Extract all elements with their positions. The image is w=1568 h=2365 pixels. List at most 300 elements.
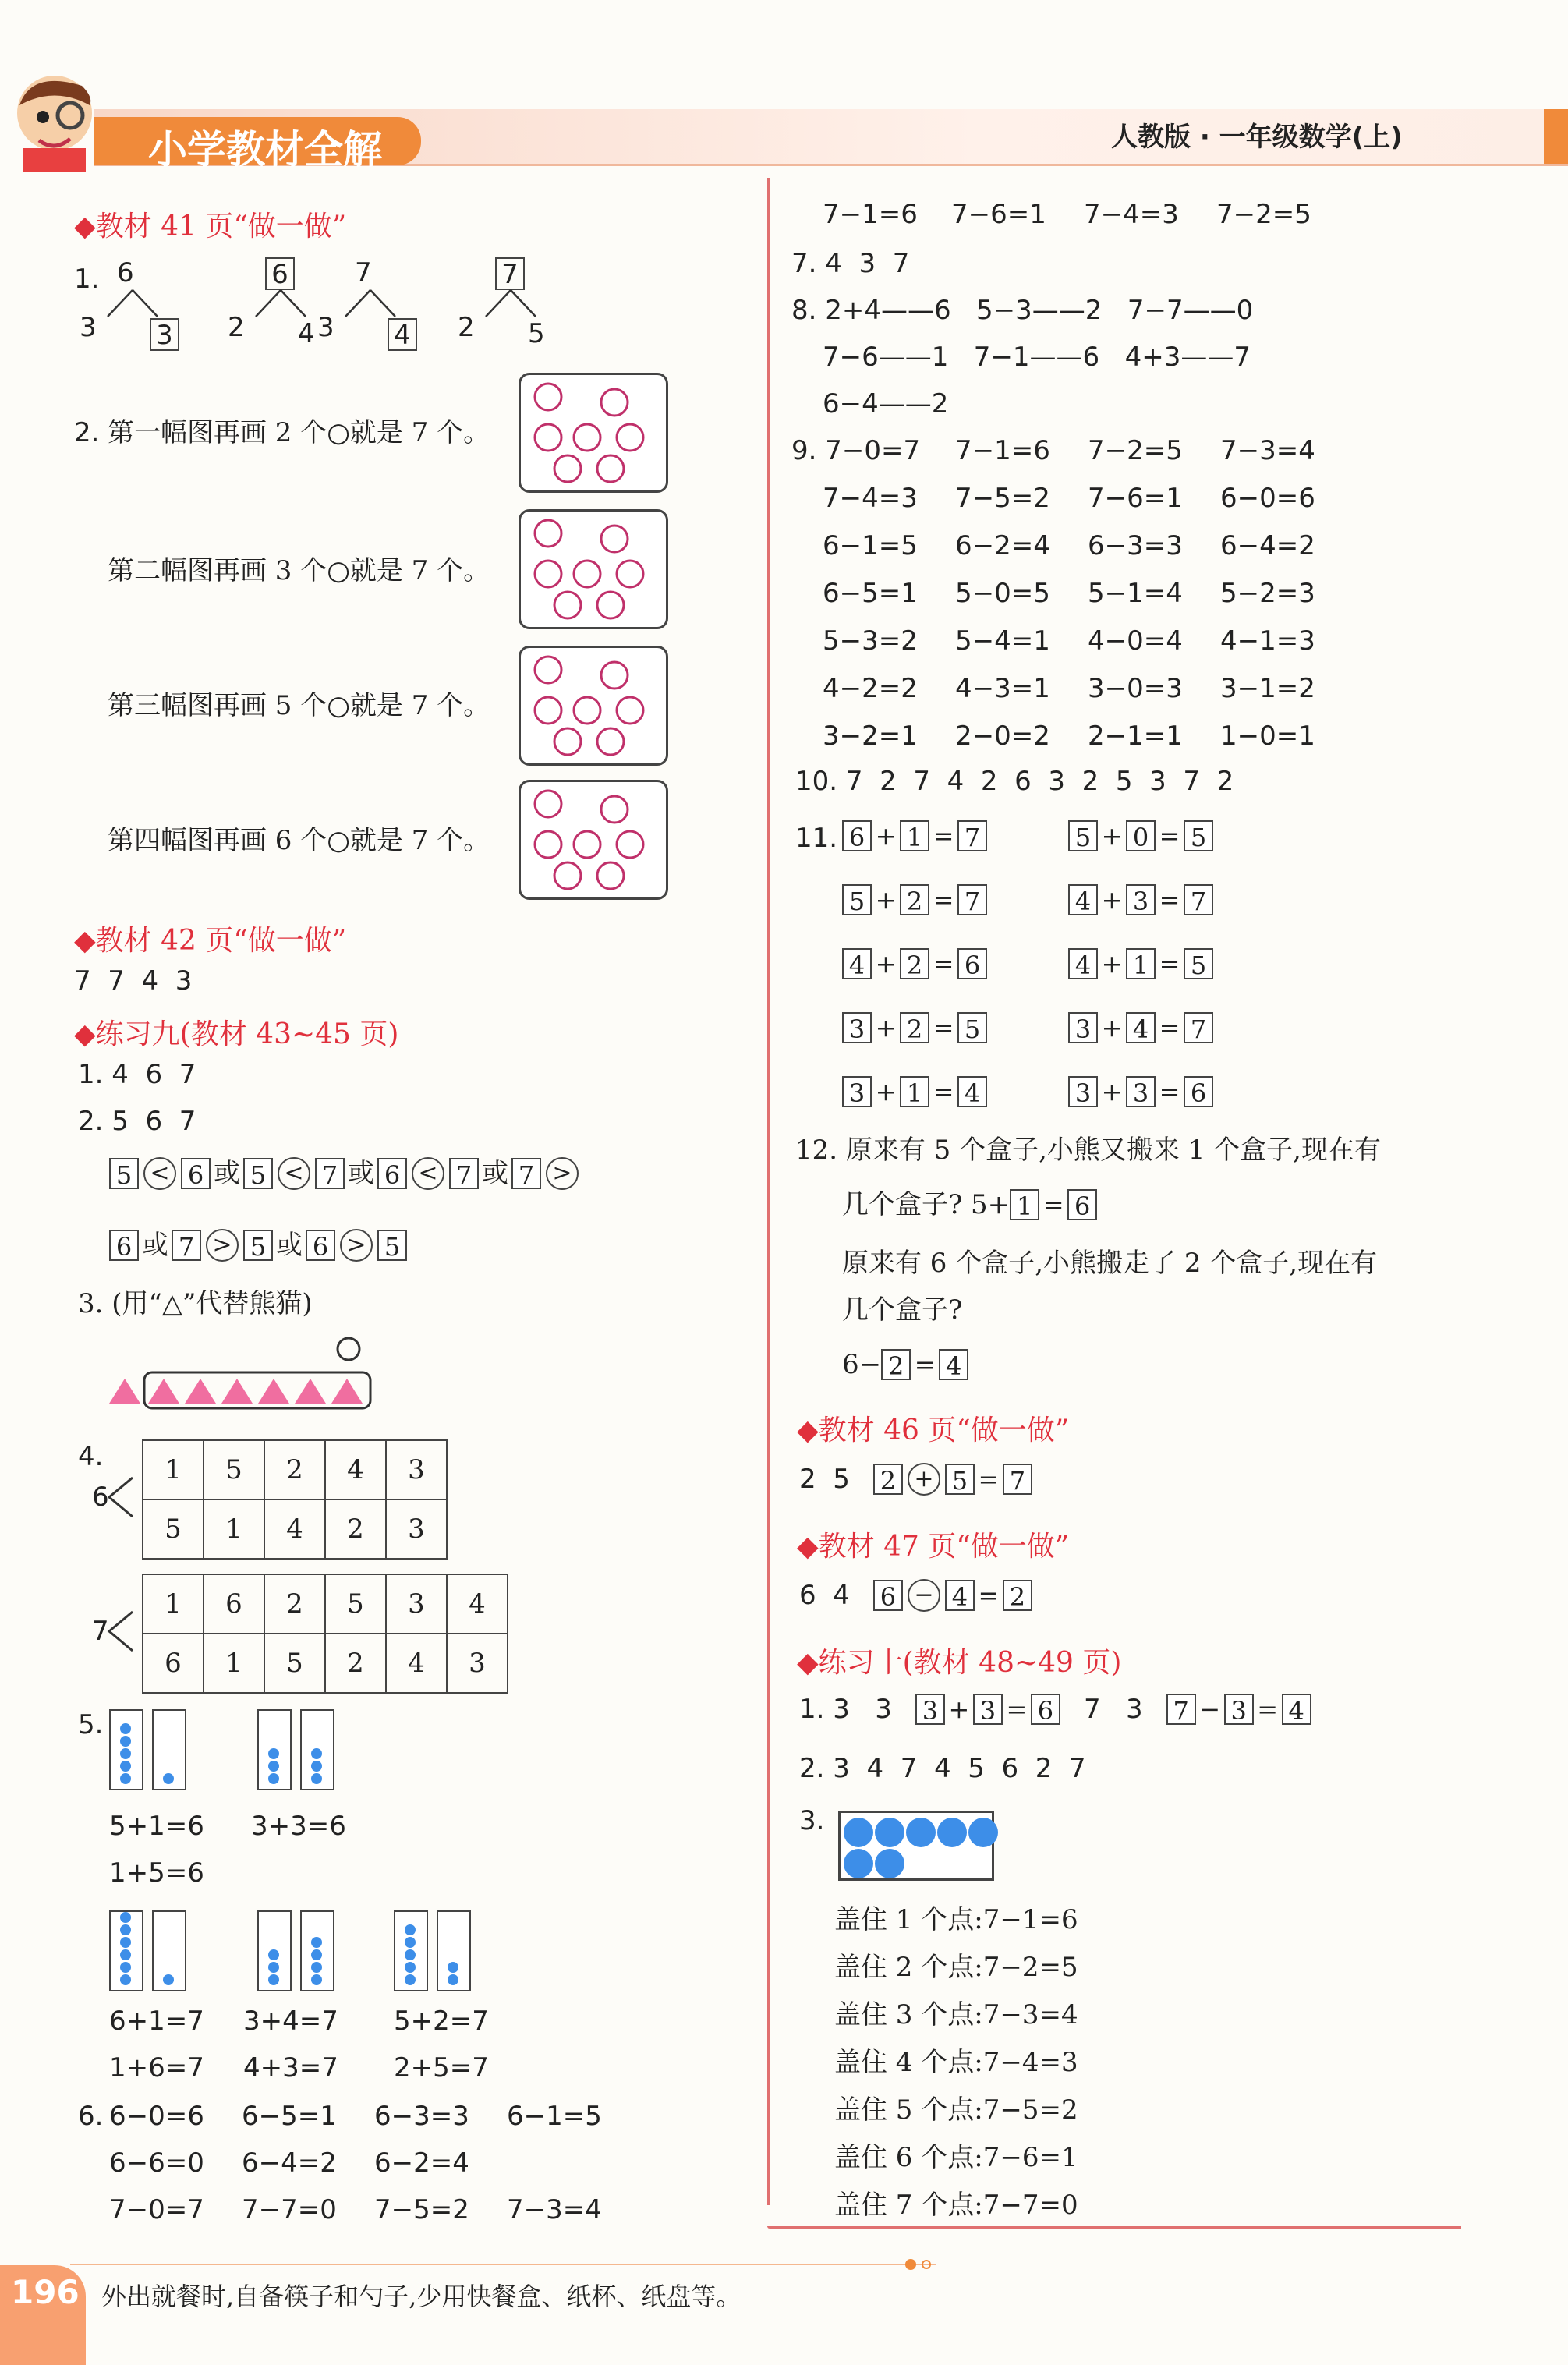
equals-sign: =: [1006, 1694, 1028, 1724]
dot-icon: [268, 1974, 279, 1985]
tree-branches: [480, 289, 542, 320]
cell: 1: [204, 1634, 264, 1693]
q9-eq: 7−2=5: [1088, 435, 1183, 466]
answer-box: 5: [1184, 820, 1213, 851]
operator: +: [875, 1013, 897, 1043]
q6-eq: 6−6=0: [109, 2147, 204, 2179]
q4-label: 4.: [78, 1441, 104, 1472]
q9-eq: 5−4=1: [955, 625, 1050, 657]
q5-eq: 3+3=6: [251, 1811, 346, 1842]
dot-icon: [311, 1773, 322, 1784]
q9-eq: 6−1=5: [823, 530, 918, 561]
answer-box: 2: [900, 884, 929, 915]
q6-eq: 6−3=3: [374, 2101, 469, 2132]
answer-box: 5: [1068, 820, 1098, 851]
tree-top: 6: [265, 257, 295, 290]
dot-icon: [311, 1937, 322, 1948]
tree-right: 3: [150, 318, 179, 351]
answer-box: 4: [939, 1349, 968, 1380]
operator: =: [1159, 821, 1180, 851]
q9-eq: 1−0=1: [1220, 720, 1315, 752]
cell: 4: [325, 1440, 386, 1499]
q5-eq: 6+1=7: [109, 2006, 204, 2037]
q12-text: 几个盒子? 5+: [842, 1189, 1011, 1220]
q9-eq: 4−2=2: [823, 673, 918, 704]
q9-eq: 2−0=2: [955, 720, 1050, 752]
dot-icon: [311, 1761, 322, 1772]
cell: 5: [204, 1440, 264, 1499]
ex10-q3-label: 3.: [799, 1805, 825, 1836]
cell: 3: [447, 1634, 508, 1693]
cell: 1: [204, 1499, 264, 1559]
q9-eq: 4−0=4: [1088, 625, 1183, 657]
dot-icon: [405, 1924, 416, 1935]
answer-box: 6: [1031, 1694, 1060, 1725]
q6-eq: 6−0=6: [109, 2101, 204, 2132]
cmp-box: 5: [243, 1158, 273, 1189]
dot-icon: [120, 1748, 131, 1759]
operator: +: [875, 1077, 897, 1106]
q5-eq: 1+6=7: [109, 2052, 204, 2084]
counter-box: [257, 1709, 292, 1790]
tree-branches: [250, 289, 312, 320]
dot-icon: [844, 1818, 873, 1847]
equals-sign: =: [978, 1464, 1000, 1494]
q12-text: 6−: [842, 1349, 882, 1380]
q3-text: 3. (用“△”代替熊猫): [78, 1288, 313, 1319]
dot-icon: [448, 1962, 458, 1973]
answer-box: 3: [1068, 1076, 1098, 1107]
dot-icon: [120, 1962, 131, 1973]
cell: 5: [264, 1634, 325, 1693]
q2-text-1: 第一幅图再画 2 个○就是 7 个。: [108, 417, 490, 448]
tree-left: 2: [228, 312, 245, 343]
q10: 10. 7 2 7 4 2 6 3 2 5 3 7 2: [795, 766, 1234, 797]
dot-icon: [311, 1748, 322, 1759]
q9-eq: 7−5=2: [955, 483, 1050, 514]
seven-dots-frame: [838, 1811, 994, 1881]
answer-box: 5: [842, 884, 872, 915]
answer-box: 4: [945, 1580, 975, 1611]
cell: 5: [143, 1499, 204, 1559]
q11-equation: [842, 884, 987, 915]
dot-icon: [163, 1974, 174, 1985]
cell: 2: [264, 1440, 325, 1499]
section-46-answer: [799, 1463, 1032, 1496]
gt-circle: >: [546, 1157, 579, 1190]
q11-equation: [842, 1076, 987, 1107]
q9-eq: 7−6=1: [1088, 483, 1183, 514]
equals-sign: =: [1257, 1694, 1279, 1724]
equals-sign: =: [978, 1581, 1000, 1610]
cell: 2: [325, 1634, 386, 1693]
q9-eq: 5−2=3: [1220, 578, 1315, 609]
dot-icon: [120, 1949, 131, 1960]
q6-eq: 7−5=2: [374, 2194, 469, 2225]
q9-eq: 3−0=3: [1088, 673, 1183, 704]
or-label: 或: [142, 1230, 168, 1261]
cover-row: 盖住 4 个点:7−4=3: [834, 2047, 1078, 2078]
dot-icon: [120, 1937, 131, 1948]
counter-box: [152, 1709, 186, 1790]
gt-circle: >: [340, 1229, 373, 1262]
dot-icon: [311, 1974, 322, 1985]
answer-box: 1: [900, 1076, 929, 1107]
answer-box: 4: [1282, 1694, 1311, 1725]
answer-box: 3: [1224, 1694, 1254, 1725]
answer-box: 1: [1126, 948, 1156, 979]
answer-box: 3: [1126, 884, 1156, 915]
cell: 4: [264, 1499, 325, 1559]
answer-box: 4: [957, 1076, 987, 1107]
cell: 3: [386, 1440, 447, 1499]
dot-icon: [875, 1818, 904, 1847]
dot-icon: [405, 1962, 416, 1973]
answer-box: 5: [945, 1464, 975, 1495]
cmp-box: 7: [315, 1158, 345, 1189]
answer-box: 6: [1184, 1076, 1213, 1107]
eq-text: 7−4=3: [1084, 199, 1179, 230]
q9-eq: 6−5=1: [823, 578, 918, 609]
dot-icon: [268, 1773, 279, 1784]
ex10-q1: [799, 1694, 1311, 1725]
q11-equation: [1068, 820, 1213, 851]
q9-eq: 6−2=4: [955, 530, 1050, 561]
dot-icon: [120, 1761, 131, 1772]
cmp-box: 7: [449, 1158, 479, 1189]
ex9-q1: 1. 4 6 7: [78, 1059, 196, 1090]
tree-right: 4: [298, 318, 315, 349]
section-41-heading: ◆教材 41 页“做一做”: [74, 211, 347, 243]
dot-icon: [120, 1924, 131, 1935]
answer-box: 7: [1184, 884, 1213, 915]
section-42-answer: 7 7 4 3: [74, 965, 193, 997]
counter-box: [437, 1910, 471, 1991]
footer-dots: [904, 2258, 936, 2274]
q8-row-3: 6−4——2: [823, 388, 949, 420]
answer-box: 6: [842, 820, 872, 851]
footer-tip: 外出就餐时,自备筷子和勺子,少用快餐盒、纸杯、纸盘等。: [101, 2282, 742, 2311]
banner-title: 小学教材全解: [148, 127, 382, 172]
q11-equation: [1068, 884, 1213, 915]
footer-rule: [70, 2264, 936, 2265]
operator: =: [1159, 1013, 1180, 1043]
operator: =: [933, 1013, 954, 1043]
q11-equation: [1068, 948, 1213, 979]
cell: 6: [143, 1634, 204, 1693]
circle-frame: [519, 646, 668, 766]
answer-nums: 7 3: [1083, 1694, 1143, 1725]
operator: +: [1101, 1077, 1123, 1106]
q9-eq: 7−4=3: [823, 483, 918, 514]
cmp-box: 5: [243, 1230, 273, 1261]
cmp-box: 6: [181, 1158, 211, 1189]
q5-eq: 3+4=7: [243, 2006, 338, 2037]
dot-icon: [268, 1748, 279, 1759]
q8-row-1: 8. 2+4——6 5−3——2 7−7——0: [791, 295, 1254, 326]
answer-box: 1: [900, 820, 929, 851]
lt-circle: <: [143, 1157, 176, 1190]
column-divider-bottom: [767, 2226, 1461, 2229]
q4-seven: 7: [92, 1616, 109, 1647]
q11-equation: [842, 820, 987, 851]
answer-box: 6: [1067, 1189, 1097, 1220]
q12-line-c: 原来有 6 个盒子,小熊搬走了 2 个盒子,现在有: [842, 1248, 1378, 1279]
q11-equation: [1068, 1012, 1213, 1043]
dot-icon: [937, 1818, 967, 1847]
tree-branches: [339, 289, 402, 320]
eq-text: 7−2=5: [1216, 199, 1311, 230]
answer-box: 2: [900, 1012, 929, 1043]
cell: 1: [143, 1574, 204, 1634]
answer-box: 3: [842, 1076, 872, 1107]
answer-box: 3: [1068, 1012, 1098, 1043]
dot-icon: [311, 1962, 322, 1973]
tree-top: 7: [495, 257, 525, 290]
answer-nums: 2 5: [799, 1464, 850, 1495]
answer-box: 4: [1068, 884, 1098, 915]
q9-eq: 4−3=1: [955, 673, 1050, 704]
answer-box: 2: [873, 1464, 903, 1495]
tree-right: 4: [388, 318, 417, 351]
equals-sign: =: [914, 1350, 936, 1379]
dot-icon: [163, 1773, 174, 1784]
q6-eq: 6−2=4: [374, 2147, 469, 2179]
operator: +: [1101, 885, 1123, 915]
operator: +: [875, 949, 897, 979]
q2-text-2: 第二幅图再画 3 个○就是 7 个。: [108, 555, 490, 586]
answer-box: 7: [1003, 1464, 1032, 1495]
section-46-heading: ◆教材 46 页“做一做”: [797, 1414, 1070, 1446]
compare-row-1: [109, 1157, 583, 1190]
or-label: 或: [276, 1230, 303, 1261]
tree-top: 6: [117, 257, 134, 289]
answer-box: 7: [957, 820, 987, 851]
column-divider: [767, 178, 770, 2205]
tree-left: 3: [317, 312, 334, 343]
q6-eq: 7−7=0: [242, 2194, 337, 2225]
q12-line-e: [842, 1349, 968, 1380]
dot-icon: [120, 1773, 131, 1784]
cell: 3: [386, 1499, 447, 1559]
cell: 4: [447, 1574, 508, 1634]
answer-box: 0: [1126, 820, 1156, 851]
q5-eq: 4+3=7: [243, 2052, 338, 2084]
answer-nums: 1. 3 3: [799, 1694, 892, 1725]
minus-sign: −: [1199, 1694, 1221, 1724]
answer-box: 3: [915, 1694, 945, 1725]
dot-icon: [844, 1849, 873, 1878]
ex9-q2: 2. 5 6 7: [78, 1106, 196, 1137]
q9-eq: 3−2=1: [823, 720, 918, 752]
q9-eq: 6−0=6: [1220, 483, 1315, 514]
circle-frame: [519, 509, 668, 629]
answer-box: 1: [1010, 1189, 1039, 1220]
dot-icon: [448, 1974, 458, 1985]
answer-box: 6: [873, 1580, 903, 1611]
tree-top: 7: [355, 257, 372, 289]
q6-eq: 6−5=1: [242, 2101, 337, 2132]
counter-box: [152, 1910, 186, 1991]
dot-icon: [875, 1849, 904, 1878]
operator: +: [1101, 949, 1123, 979]
q6-eq: 6−4=2: [242, 2147, 337, 2179]
dot-icon: [405, 1949, 416, 1960]
eq-text: 7−1=6: [823, 199, 918, 230]
q6-eq: 7−3=4: [507, 2194, 602, 2225]
answer-box: 2: [900, 948, 929, 979]
cell: 1: [143, 1440, 204, 1499]
q4-six: 6: [92, 1482, 109, 1513]
counter-box: [109, 1709, 143, 1790]
triangle-row: [105, 1333, 386, 1414]
answer-box: 4: [842, 948, 872, 979]
q4-seven-bracket: [105, 1608, 136, 1658]
operator: =: [1159, 949, 1180, 979]
dot-icon: [405, 1937, 416, 1948]
operator: +: [875, 821, 897, 851]
dot-icon: [311, 1949, 322, 1960]
tree-right: 5: [528, 318, 545, 349]
operator: =: [933, 949, 954, 979]
operator: =: [933, 885, 954, 915]
mascot-icon: [8, 70, 101, 172]
eq-text: 7−6=1: [951, 199, 1046, 230]
q8-row-2: 7−6——1 7−1——6 4+3——7: [823, 342, 1251, 373]
counter-box: [109, 1910, 143, 1991]
cmp-box: 5: [377, 1230, 407, 1261]
operator: =: [1159, 885, 1180, 915]
or-label: 或: [214, 1158, 240, 1189]
operator: +: [1101, 1013, 1123, 1043]
q5-eq: 1+5=6: [109, 1857, 204, 1889]
q9-eq: 7−1=6: [955, 435, 1050, 466]
q4-six-bracket: [105, 1474, 136, 1524]
dot-icon: [120, 1912, 131, 1923]
cover-row: 盖住 7 个点:7−7=0: [834, 2190, 1078, 2221]
or-label: 或: [482, 1158, 508, 1189]
answer-box: 3: [842, 1012, 872, 1043]
cover-row: 盖住 6 个点:7−6=1: [834, 2142, 1078, 2173]
q11-equation: [842, 1012, 987, 1043]
dot-icon: [120, 1974, 131, 1985]
lt-circle: <: [278, 1157, 310, 1190]
cover-row: 盖住 2 个点:7−2=5: [834, 1952, 1078, 1983]
counter-box: [300, 1709, 334, 1790]
cell: 5: [325, 1574, 386, 1634]
cell: 2: [264, 1574, 325, 1634]
counter-box: [300, 1910, 334, 1991]
answer-box: 7: [1184, 1012, 1213, 1043]
operator: =: [933, 821, 954, 851]
q9-eq: 9. 7−0=7: [791, 435, 921, 466]
q5-eq: 5+1=6: [109, 1811, 204, 1842]
q7: 7. 4 3 7: [791, 248, 910, 279]
dot-icon: [405, 1974, 416, 1985]
answer-box: 4: [1068, 948, 1098, 979]
circle-frame: [519, 373, 668, 493]
q11-label: 11.: [795, 823, 838, 854]
q2-text-4: 第四幅图再画 6 个○就是 7 个。: [108, 825, 490, 856]
q4-six-table: [142, 1439, 448, 1560]
equals-sign: =: [1042, 1190, 1064, 1220]
dot-icon: [120, 1736, 131, 1747]
cmp-box: 6: [377, 1158, 407, 1189]
cover-row: 盖住 1 个点:7−1=6: [834, 1904, 1078, 1935]
section-47-heading: ◆教材 47 页“做一做”: [797, 1531, 1070, 1563]
q12-line-d: 几个盒子?: [842, 1294, 963, 1326]
lt-circle: <: [412, 1157, 444, 1190]
answer-box: 5: [957, 1012, 987, 1043]
circle-frame: [519, 780, 668, 900]
answer-box: 5: [1184, 948, 1213, 979]
cell: 2: [325, 1499, 386, 1559]
section-47-answer: [799, 1579, 1032, 1612]
q6-eq: 7−0=7: [109, 2194, 204, 2225]
ex10-q2: 2. 3 4 7 4 5 6 2 7: [799, 1753, 1086, 1784]
q2-label: 2.: [74, 417, 100, 448]
tree-branches: [101, 289, 164, 320]
cover-row: 盖住 5 个点:7−5=2: [834, 2094, 1078, 2126]
q5-eq: 5+2=7: [394, 2006, 489, 2037]
q9-eq: 6−3=3: [1088, 530, 1183, 561]
dot-icon: [906, 1818, 936, 1847]
operator: +: [875, 885, 897, 915]
q9-eq: 7−3=4: [1220, 435, 1315, 466]
q6-eq: 6−1=5: [507, 2101, 602, 2132]
q12-line-b: [842, 1189, 1097, 1220]
compare-row-2: [109, 1229, 407, 1262]
q4-seven-table: [142, 1574, 508, 1694]
edition-label: 人教版 · 一年级数学(上): [1111, 122, 1403, 153]
dot-icon: [120, 1723, 131, 1734]
tree-left: 2: [458, 312, 475, 343]
cmp-box: 6: [306, 1230, 335, 1261]
or-label: 或: [348, 1158, 374, 1189]
q12-line-a: 12. 原来有 5 个盒子,小熊又搬来 1 个盒子,现在有: [795, 1135, 1381, 1166]
cmp-box: 5: [109, 1158, 139, 1189]
plus-circle: +: [908, 1463, 940, 1496]
q6-label: 6.: [78, 2101, 104, 2132]
counter-box: [394, 1910, 428, 1991]
cover-row: 盖住 3 个点:7−3=4: [834, 1999, 1078, 2030]
q9-eq: 4−1=3: [1220, 625, 1315, 657]
answer-box: 4: [1126, 1012, 1156, 1043]
q5-label: 5.: [78, 1709, 104, 1740]
dot-icon: [968, 1818, 998, 1847]
tree-left: 3: [80, 312, 97, 343]
q9-eq: 6−4=2: [1220, 530, 1315, 561]
q1-label: 1.: [74, 264, 100, 295]
q9-eq: 5−3=2: [823, 625, 918, 657]
dot-icon: [268, 1962, 279, 1973]
minus-circle: −: [908, 1579, 940, 1612]
answer-box: 3: [1126, 1076, 1156, 1107]
q9-eq: 3−1=2: [1220, 673, 1315, 704]
exercise-10-heading: ◆练习十(教材 48~49 页): [797, 1647, 1122, 1679]
answer-box: 2: [1003, 1580, 1032, 1611]
answer-box: 3: [973, 1694, 1003, 1725]
section-42-heading: ◆教材 42 页“做一做”: [74, 925, 347, 957]
exercise-9-heading: ◆练习九(教材 43~45 页): [74, 1018, 399, 1050]
gt-circle: >: [206, 1229, 239, 1262]
answer-box: 2: [881, 1349, 911, 1380]
cmp-box: 6: [109, 1230, 139, 1261]
cmp-box: 7: [511, 1158, 541, 1189]
q5-eq: 2+5=7: [394, 2052, 489, 2084]
q11-equation: [1068, 1076, 1213, 1107]
cell: 4: [386, 1634, 447, 1693]
